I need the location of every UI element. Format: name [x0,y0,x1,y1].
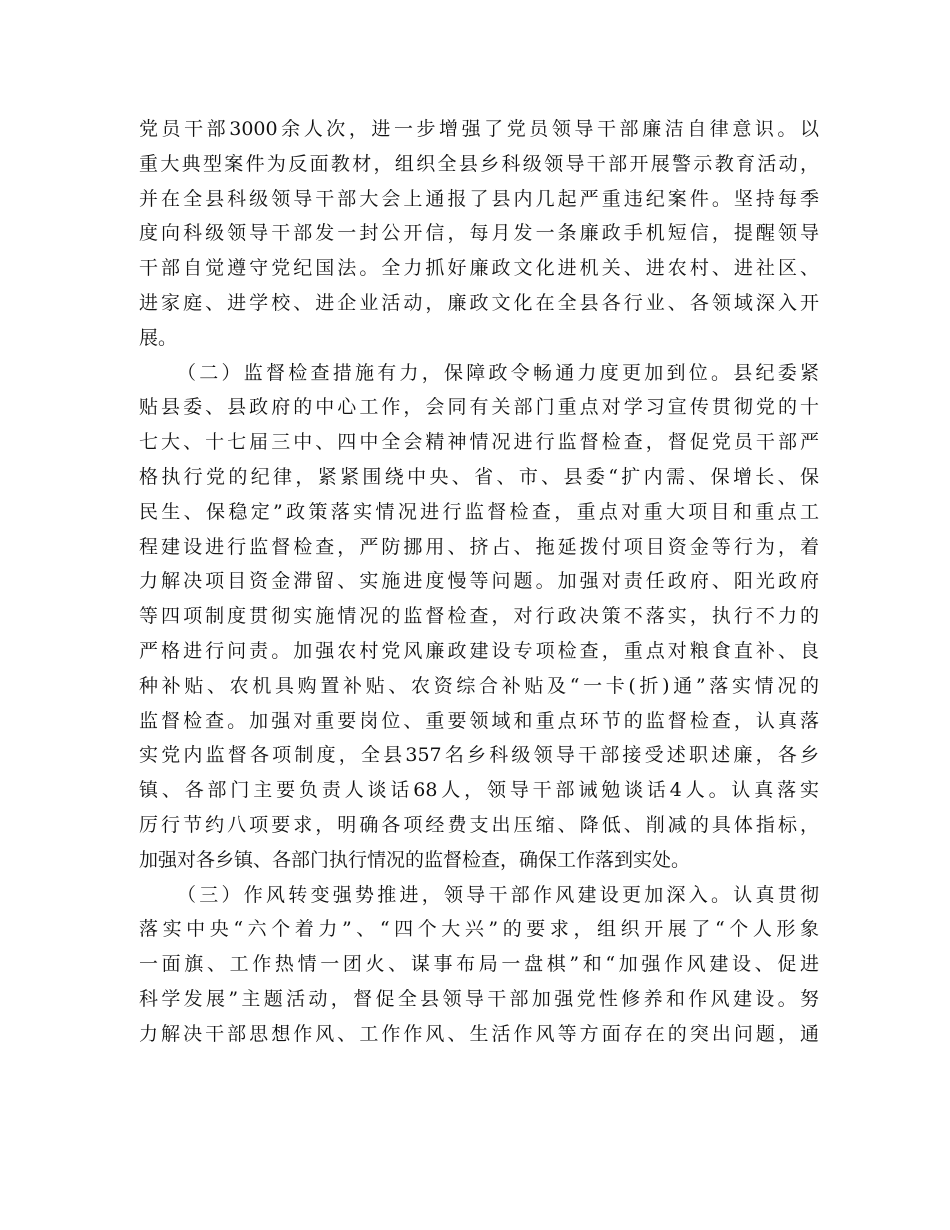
text-line: 加强对各乡镇、各部门执行情况的监督检查，确保工作落到实处。 [139,848,691,871]
text-line: 落实中央“六个着力”、“四个大兴”的要求，组织开展了“个人形象 [139,918,819,941]
text-line: 程建设进行监督检查，严防挪用、挤占、拖延拨付项目资金等行为，着 [139,535,819,558]
text-line: 格执行党的纪律，紧紧围绕中央、省、市、县委“扩内需、保增长、保 [139,465,819,488]
paragraph-heading-3: （三）作风转变强势推进，领导干部作风建设更加深入。认真贯彻 [177,883,819,906]
text-line: 七大、十七届三中、四中全会精神情况进行监督检查，督促党员干部严 [139,431,819,454]
text-line: 党员干部3000余人次，进一步增强了党员领导干部廉洁自律意识。以 [139,118,819,140]
text-line: 监督检查。加强对重要岗位、重要领域和重点环节的监督检查，认真落 [139,709,819,732]
text-line: 严格进行问责。加强农村党风廉政建设专项检查，重点对粮食直补、良 [139,639,819,662]
text-line: 等四项制度贯彻实施情况的监督检查，对行政决策不落实，执行不力的 [139,605,819,628]
paragraph-heading-2: （二）监督检查措施有力，保障政令畅通力度更加到位。县纪委紧 [177,361,819,384]
text-line: 力解决干部思想作风、工作作风、生活作风等方面存在的突出问题，通 [139,1022,819,1045]
text-line: 民生、保稳定”政策落实情况进行监督检查，重点对重大项目和重点工 [139,500,819,523]
text-line: 贴县委、县政府的中心工作，会同有关部门重点对学习宣传贯彻党的十 [139,396,819,419]
text-line: 度向科级领导干部发一封公开信，每月发一条廉政手机短信，提醒领导 [139,222,819,245]
text-line: 展。 [139,326,178,349]
text-line: 力解决项目资金滞留、实施进度慢等问题。加强对责任政府、阳光政府 [139,570,819,593]
text-line: 并在全县科级领导干部大会上通报了县内几起严重违纪案件。坚持每季 [139,187,819,210]
body-text [139,112,819,1052]
text-line: 种补贴、农机具购置补贴、农资综合补贴及“一卡(折)通”落实情况的 [139,674,819,697]
text-line: 实党内监督各项制度，全县357名乡科级领导干部接受述职述廉，各乡 [139,744,819,767]
text-line: 进家庭、进学校、进企业活动，廉政文化在全县各行业、各领域深入开 [139,291,819,314]
text-line: 重大典型案件为反面教材，组织全县乡科级领导干部开展警示教育活动， [139,152,819,175]
text-line: 干部自觉遵守党纪国法。全力抓好廉政文化进机关、进农村、进社区、 [139,257,819,280]
text-line: 科学发展”主题活动，督促全县领导干部加强党性修养和作风建设。努 [139,987,819,1010]
text-line: 镇、各部门主要负责人谈话68人，领导干部诫勉谈话4人。认真落实 [139,779,819,802]
text-line: 厉行节约八项要求，明确各项经费支出压缩、降低、削减的具体指标， [139,813,819,836]
text-line: 一面旗、工作热情一团火、谋事布局一盘棋”和“加强作风建设、促进 [139,953,819,976]
